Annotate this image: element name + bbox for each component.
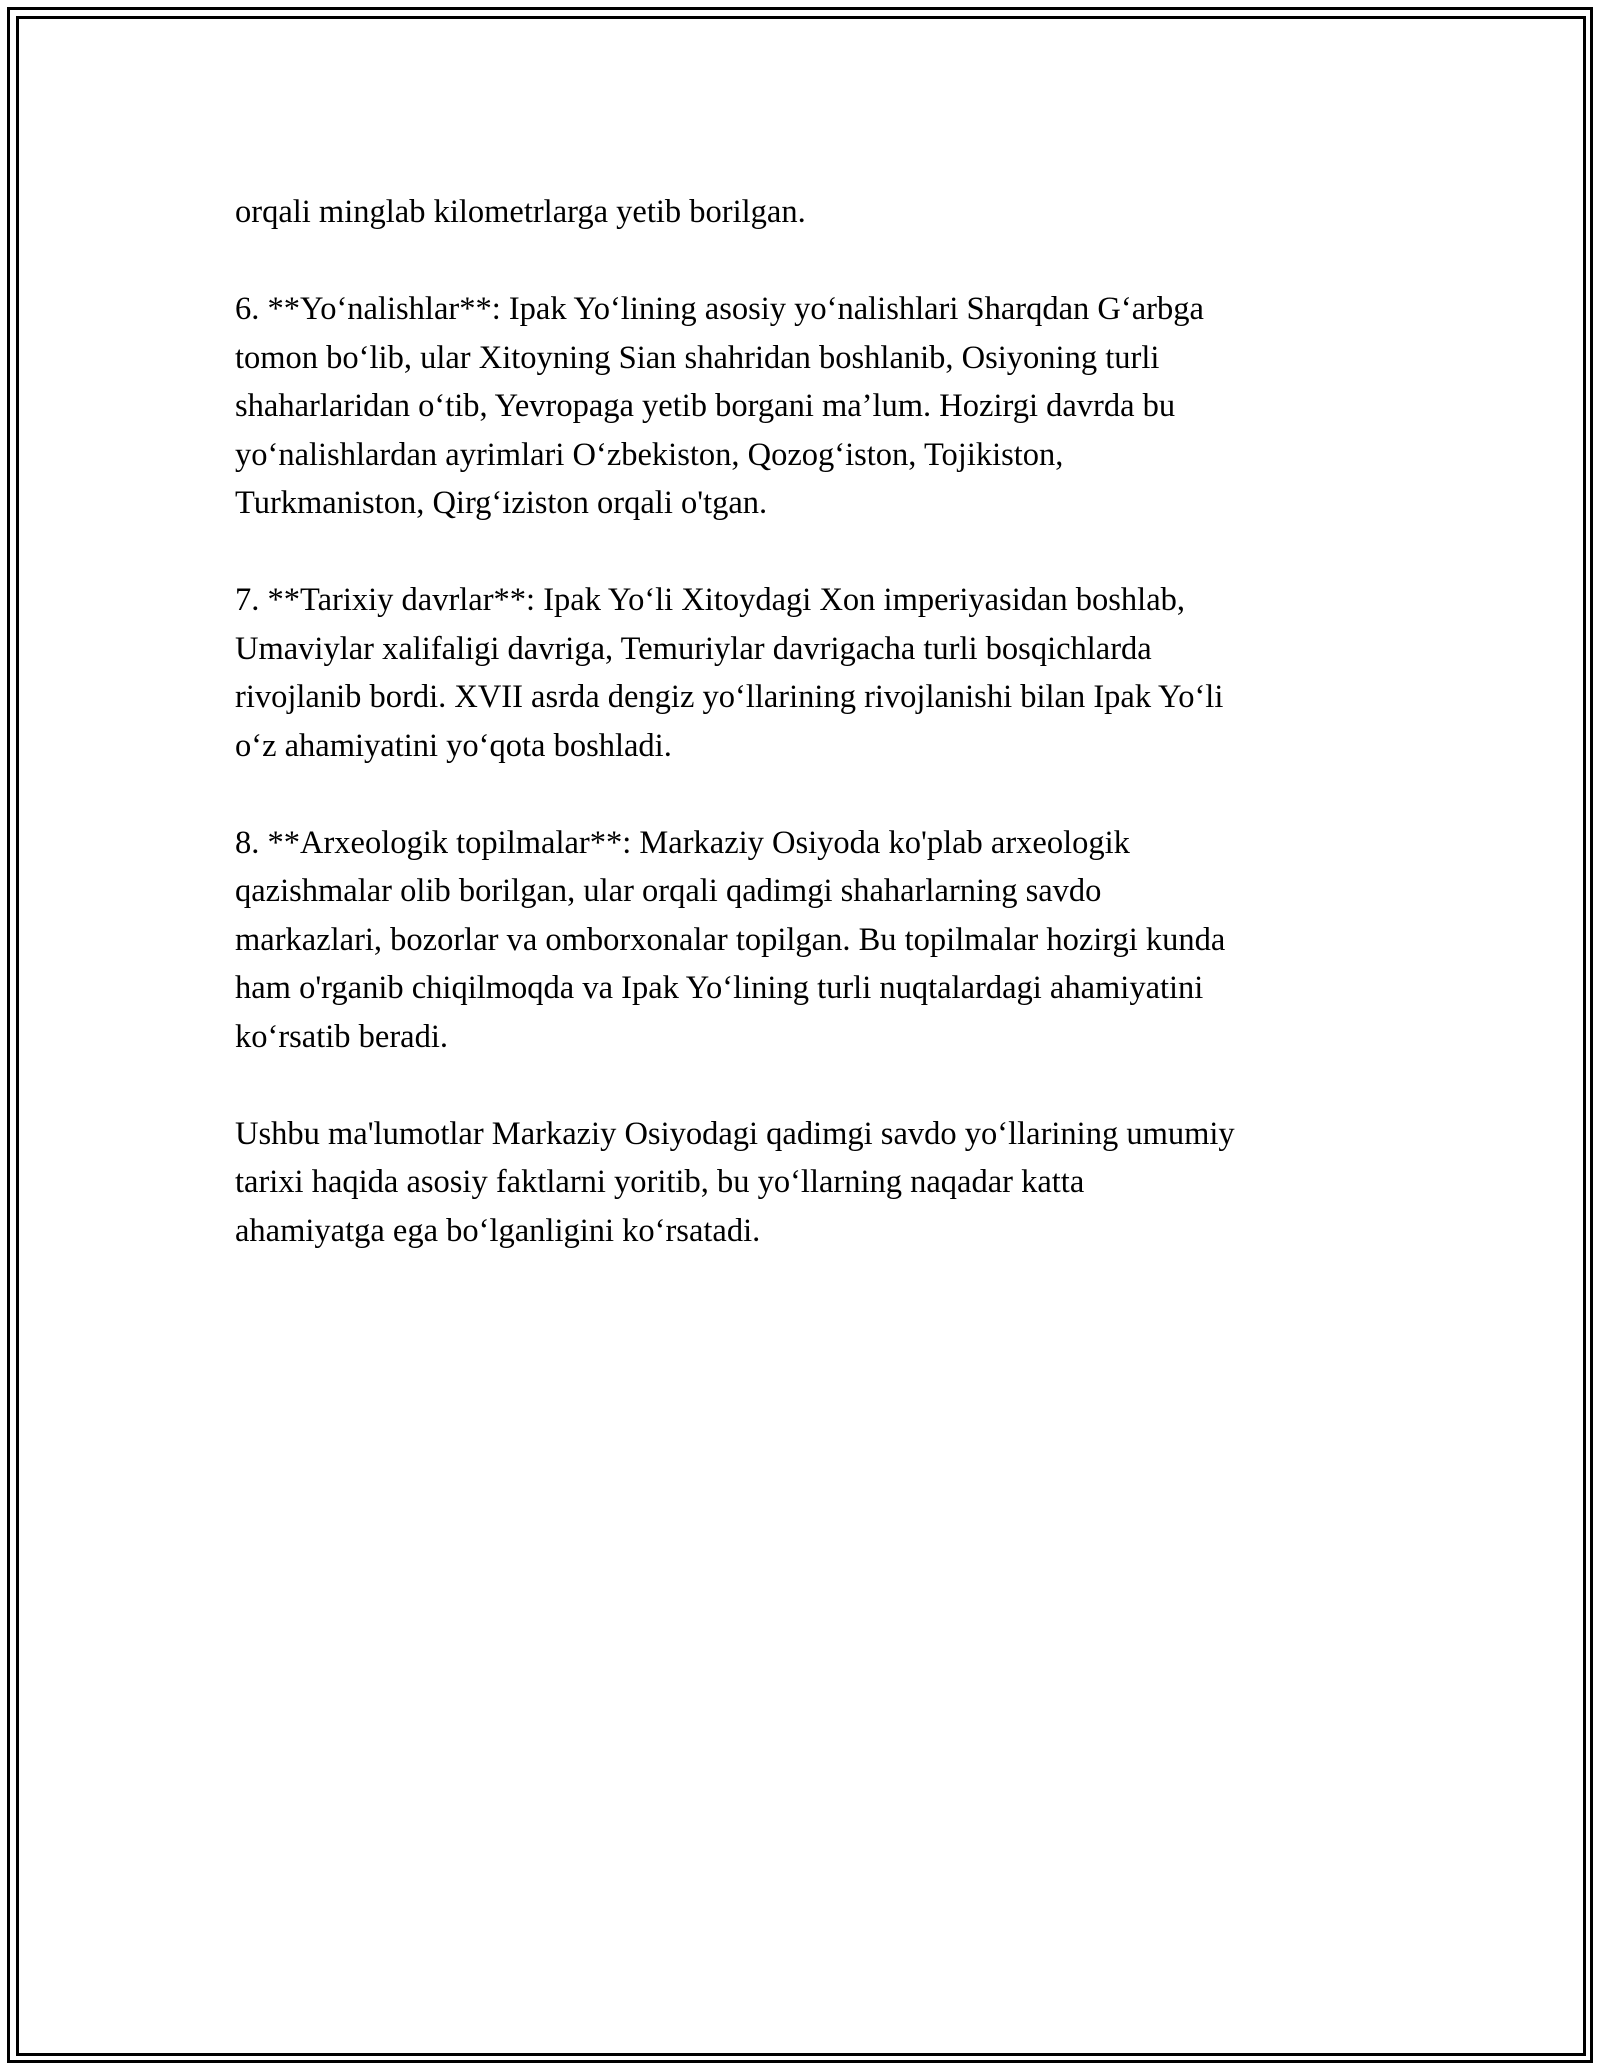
text-line: markazlari, bozorlar va omborxonalar topilgan. Bu topilmalar hozirgi kunda	[235, 921, 1226, 958]
text-line: qazishmalar olib borilgan, ular orqali qadimgi shaharlarning savdo	[235, 873, 1102, 909]
text-line: ahamiyatga ega bo‘lganligini ko‘rsatadi.	[235, 1212, 761, 1249]
paragraph-conclusion	[235, 1110, 1375, 1256]
text-line: ham o'rganib chiqilmoqda va Ipak Yo‘lining turli nuqtalardagi ahamiyatini	[235, 970, 1204, 1006]
paragraph-historical-periods	[235, 576, 1375, 770]
text-line: rivojlanib bordi. XVII asrda dengiz yo‘llarining rivojlanishi bilan Ipak Yo‘li	[235, 679, 1224, 715]
text-line: Umaviylar xalifaligi davriga, Temuriylar davrigacha turli bosqichlarda	[235, 630, 1152, 667]
text-line: shaharlaridan o‘tib, Yevropaga yetib borgani ma’lum. Hozirgi davrda bu	[235, 388, 1176, 424]
text-line: tomon bo‘lib, ular Xitoyning Sian shahridan boshlanib, Osiyoning turli	[235, 339, 1160, 376]
text-line: tarixi haqida asosiy faktlarni yoritib, bu yo‘llarning naqadar katta	[235, 1164, 1085, 1200]
text-line: 6. **Yo‘nalishlar**: Ipak Yo‘lining asosiy yo‘nalishlari Sharqdan G‘arbga	[235, 291, 1204, 327]
text-line: ko‘rsatib beradi.	[235, 1018, 448, 1055]
text-line: Turkmaniston, Qirg‘iziston orqali o'tgan.	[235, 485, 768, 521]
text-line: 8. **Arxeologik topilmalar**: Markaziy Osiyoda ko'plab arxeologik	[235, 824, 1130, 861]
paragraph-archaeological-finds	[235, 819, 1375, 1062]
text-line: o‘z ahamiyatini yo‘qota boshladi.	[235, 727, 672, 764]
paragraph-directions	[235, 285, 1375, 528]
text-line: orqali minglab kilometrlarga yetib borilgan.	[235, 194, 806, 230]
text-line: yo‘nalishlardan ayrimlari O‘zbekiston, Qozog‘iston, Tojikiston,	[235, 436, 1064, 473]
text-line: 7. **Tarixiy davrlar**: Ipak Yo‘li Xitoydagi Xon imperiyasidan boshlab,	[235, 582, 1186, 618]
text-line: Ushbu ma'lumotlar Markaziy Osiyodagi qadimgi savdo yo‘llarining umumiy	[235, 1115, 1235, 1152]
document-body	[235, 188, 1375, 1304]
paragraph-continuation	[235, 188, 1375, 237]
